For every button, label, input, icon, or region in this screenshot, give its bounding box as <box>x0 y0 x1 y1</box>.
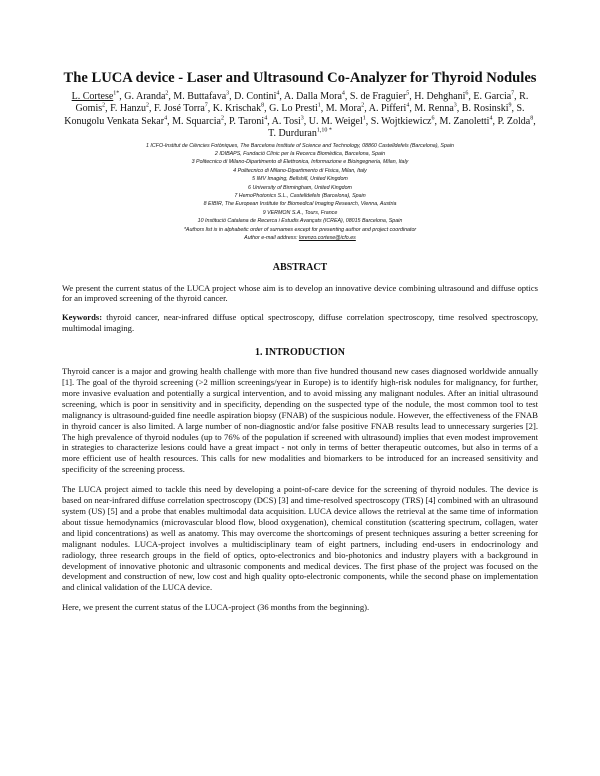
author-name: L. Cortese <box>71 91 114 102</box>
author-name: E. Garcia <box>473 91 512 102</box>
author-name: A. Tosi <box>271 115 301 127</box>
section-heading-introduction: 1. INTRODUCTION <box>254 347 345 359</box>
author <box>154 103 208 114</box>
author <box>110 103 149 114</box>
author-name: P. Zolda <box>497 115 531 127</box>
author-affiliation-mark: 5 <box>406 90 410 97</box>
author <box>309 116 366 127</box>
author-affiliation-mark: 2 <box>145 103 149 110</box>
author <box>268 128 332 139</box>
author <box>272 116 304 127</box>
author-affiliation-mark: 4 <box>276 90 280 97</box>
keywords-text: thyroid cancer, near-infrared diffuse optical spectroscopy, diffuse correlation spectroscopy, time resolved spectroscopy, multimodal imaging. <box>62 312 538 334</box>
author-affiliation-mark: 3 <box>226 90 230 97</box>
authors-order-note: *Authors list is in alphabetic order of surnames except for presenting author and project coordinator <box>183 226 417 233</box>
author-affiliation-mark: 2 <box>102 103 106 110</box>
author <box>473 91 514 102</box>
author-name: M. Mora <box>325 103 362 115</box>
author-name: G. Lo Presti <box>269 103 318 115</box>
abstract-text: We present the current status of the LUCA project whose aim is to develop an innovative device combining ultrasound and diffuse optics for an improved screening of the thyroid cancer. <box>62 282 538 304</box>
author-affiliation-mark-suffix: * <box>327 127 332 134</box>
author-affiliation-mark: 3 <box>453 103 457 110</box>
author-affiliation-mark: 4 <box>264 115 268 122</box>
author-list: L. Cortese$^{1*}$, G. Aranda$^2$, M. Buttafava$^3$, D. Contini$^4$, A. Dalla Mora$^4$, S. de Fraguier$^5$, H. Dehghani$^6$, E. Garcia$^7$, R. Gomis$^2$, F. Hanzu$^2$, F. José Torra$^7$, K. Krischak$^8$, G. Lo Presti$^1$, M. Mora$^2$, A. Pifferi$^4$, M. Renna$^3$, B. Rosinski$^9$, S. Konugolu Venkata Sekar$^4$, M. Squarcia$^2$, P. Taroni$^4$, A. Tosi$^3$, U. M. Weigel$^1$, S. Wojtkiewicz$^6$, M. Zanoletti$^4$, P. Zolda$^8$, T. Durduran$^{1,10}$ * <box>64 90 536 140</box>
author-email-link[interactable]: lorenzo.cortese@icfo.es <box>298 235 356 242</box>
author <box>462 103 512 114</box>
author-affiliation-mark: 3 <box>300 115 304 122</box>
author-name: H. Dehghani <box>414 91 466 102</box>
keywords-paragraph <box>62 312 538 334</box>
author-name: P. Taroni <box>228 115 265 127</box>
email-label: Author e-mail address: <box>244 235 299 242</box>
author <box>234 91 279 102</box>
affiliation-line: 2 IDIBAPS, Fundació Clínic per la Recerca Biomèdica, Barcelona, Spain <box>214 151 386 158</box>
intro-paragraph: The LUCA project aimed to tackle this need by developing a point-of-care device for the screening of thyroid nodules. The device is based on near-infrared diffuse correlation spectroscopy (DCS) [3] and time-resolved spectroscopy (TRS) [4] combined with an ultrasound system (US) [5] and a probe that enables multimodal data acquisition. LUCA device allows the retrieval at the same time of information about tissue hemodynamics (microvascular blood flow, blood oxygenation), chemical constitution (scattering spectrum, collagen, water and lipid concentrations) as well as anatomy. This may overcome the shortcomings of present techniques assuring a better screening for malignant nodules. LUCA-project involves a multidisciplinary team of eight partners, including end-users in endocrinology and radiology, three research groups in the field of optics, opto-electronics and bio-photonics and industry players with a background in development of innovative photonic and ultrasonic components and medical devices. The first phase of the project was focused on the development and construction of new, low cost and high quality opto-electronic components, while the second phase on implementation and clinical validation of the LUCA device. <box>62 484 538 593</box>
author-affiliation-mark: 1* <box>113 90 120 97</box>
author-affiliation-mark: 2 <box>361 103 365 110</box>
author-name: G. Aranda <box>124 91 166 102</box>
introduction-body <box>62 366 538 613</box>
author-affiliation-mark: 1,10 <box>316 127 328 134</box>
author-name: M. Renna <box>414 103 454 115</box>
author-affiliation-mark: 4 <box>341 90 345 97</box>
abstract-heading: ABSTRACT <box>272 261 328 273</box>
author-name: M. Zanoletti <box>439 115 490 127</box>
author <box>173 91 229 102</box>
affiliation-line: 6 University of Birmingham, United Kingdom <box>248 184 352 191</box>
affiliation-line: 4 Politecnico di Milano-Dipartimento di Fisica, Milan, Italy <box>233 167 367 174</box>
author-name: S. de Fraguier <box>349 91 407 102</box>
affiliation-line: 3 Politecnico di Milano-Dipartimento di Elettronica, Informazione e Bioingegneria, Milan, Italy <box>191 159 409 166</box>
affiliation-line: 1 ICFO-Institut de Ciències Fotòniques, The Barcelona Institute of Science and Technology, 08860 Castelldefels (Barcelona), Spain <box>146 142 454 149</box>
author <box>414 91 468 102</box>
author <box>72 91 120 102</box>
author-name: T. Durduran <box>268 128 317 140</box>
author-affiliation-mark: 6 <box>431 115 435 122</box>
author-affiliation-mark: 6 <box>465 90 469 97</box>
affiliation-line: 7 HemoPhotonics S.L., Castelldefels (Barcelona), Spain <box>234 193 366 200</box>
author <box>124 91 168 102</box>
author <box>326 103 365 114</box>
affiliation-line: 8 EIBIR, The European Institute for Biomedical Imaging Research, Vienna, Austria <box>203 201 397 208</box>
author <box>269 103 321 114</box>
author-name: F. José Torra <box>153 103 205 115</box>
author-affiliation-mark: 2 <box>220 115 224 122</box>
author-affiliation-mark: 7 <box>204 103 208 110</box>
author-affiliation-mark: 4 <box>489 115 493 122</box>
author-email-line <box>62 234 538 242</box>
author <box>369 103 410 114</box>
paper-title: The LUCA device - Laser and Ultrasound Co-Analyzer for Thyroid Nodules <box>63 70 537 86</box>
author <box>350 91 409 102</box>
affiliation-block <box>62 142 538 243</box>
author-affiliation-mark: 1 <box>362 115 366 122</box>
author <box>284 91 345 102</box>
author-affiliation-mark: 7 <box>511 90 515 97</box>
author-name: M. Squarcia <box>172 115 221 127</box>
author-name: M. Buttafava <box>173 91 227 102</box>
author-name: A. Pifferi <box>368 103 407 115</box>
affiliation-line: 10 Institució Catalana de Recerca i Estudis Avançats (ICREA), 08015 Barcelona, Spain <box>197 218 403 225</box>
affiliation-line: 5 IMV Imaging, Bellshill, United Kingdom <box>252 176 348 183</box>
author-affiliation-mark: 2 <box>165 90 169 97</box>
author-name: B. Rosinski <box>461 103 509 115</box>
author-name: F. Hanzu <box>110 103 146 115</box>
author-affiliation-mark: 4 <box>164 115 168 122</box>
author-name: S. Konugolu Venkata Sekar <box>64 103 525 127</box>
author <box>213 103 264 114</box>
author-name: A. Dalla Mora <box>283 91 342 102</box>
author-name: K. Krischak <box>212 103 262 115</box>
author-name: S. Wojtkiewicz <box>370 115 432 127</box>
author-affiliation-mark: 8 <box>530 115 534 122</box>
author <box>229 116 267 127</box>
affiliation-list <box>62 142 538 226</box>
affiliation-line: 9 VERMON S.A., Tours, France <box>262 209 338 216</box>
author-affiliation-mark: 4 <box>406 103 410 110</box>
author <box>371 116 435 127</box>
author-name: D. Contini <box>234 91 277 102</box>
paper-page <box>62 70 538 613</box>
author-affiliation-mark: 8 <box>261 103 265 110</box>
intro-paragraph: Thyroid cancer is a major and growing health challenge with more than five hundred thousand new cases diagnosed worldwide annually [1]. The goal of the thyroid screening (>2 million screenings/year in Europe) is to identify high-risk nodules for malignancy, for further, more invasive evaluation and potentially a surgical intervention, and to avoid missing any malignant nodules. After an initial ultrasound screening, which is poor in sensitivity and in specificity, depending on the suspected type of the nodule, the most common tool to test malignancy is ultrasound-guided fine needle aspiration biopsy (FNAB) of the suspicious nodule. However, the effectiveness of the FNAB in thyroid cancer is also limited. A large number of non-diagnostic and/or false positive FNAB results lead to unnecessary surgeries [2]. The high prevalence of thyroid nodules (up to 76% of the population if screened with ultrasound) implies that even modest improvement in strategies to characterize lesions could have a great impact - not only in terms of better therapeutic outcomes, but also in terms of a more efficient use of health resources. This calls for new modalities and biomarkers to be introduced for an increased sensitivity and specificity of the screening process. <box>62 366 538 475</box>
author <box>172 116 224 127</box>
author-affiliation-mark: 1 <box>317 103 321 110</box>
intro-paragraph: Here, we present the current status of the LUCA-project (36 months from the beginning). <box>62 602 370 613</box>
author <box>414 103 456 114</box>
author-name: U. M. Weigel <box>308 115 363 127</box>
author <box>439 116 492 127</box>
author-name: R. Gomis <box>75 91 529 115</box>
author <box>497 116 533 127</box>
keywords-label: Keywords: <box>62 312 103 323</box>
author-affiliation-mark: 9 <box>508 103 512 110</box>
